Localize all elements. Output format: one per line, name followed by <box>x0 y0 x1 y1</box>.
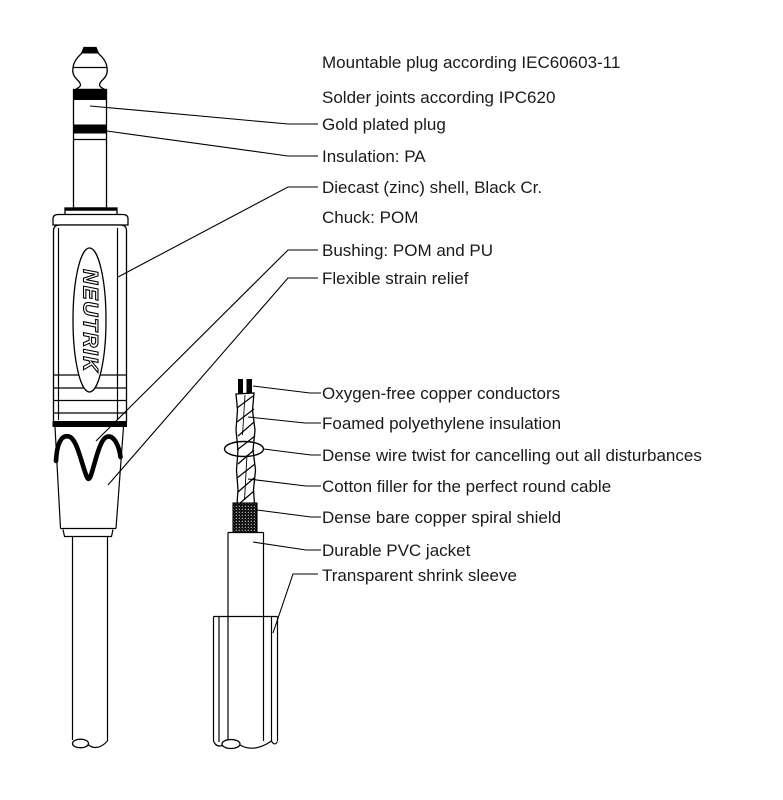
copper-conductor-right <box>247 379 253 395</box>
label-copper-conductors: Oxygen-free copper conductors <box>322 384 561 403</box>
ring-separator-band <box>74 125 107 134</box>
label-cotton-filler: Cotton filler for the perfect round cable <box>322 477 612 496</box>
twisted-pair <box>225 393 264 504</box>
leader-bushing <box>96 250 318 441</box>
leader-sleeve <box>273 574 318 633</box>
label-mountable-plug: Mountable plug according IEC60603-11 <box>322 53 621 72</box>
labels <box>322 53 702 585</box>
label-spiral-shield: Dense bare copper spiral shield <box>322 508 562 527</box>
strain-relief-wave <box>56 436 121 479</box>
label-dense-wire-twist: Dense wire twist for cancelling out all disturbances <box>322 446 702 465</box>
leader-twist <box>264 449 322 455</box>
leader-conductors <box>253 386 321 393</box>
spiral-shield <box>233 503 257 533</box>
plug-cable <box>73 537 108 748</box>
label-solder-joints: Solder joints according IPC620 <box>322 88 556 107</box>
label-bushing: Bushing: POM and PU <box>322 241 494 260</box>
leader-cotton <box>248 479 321 486</box>
plug-tip-point <box>82 48 99 54</box>
plug-collar-large <box>53 215 128 226</box>
stripped-cable-drawing <box>214 379 278 749</box>
leader-foamed <box>248 417 321 423</box>
brand-name: NEUTRIK <box>78 269 102 373</box>
leader-gold <box>90 106 318 124</box>
leader-shield <box>257 510 321 517</box>
leader-diecast <box>118 187 318 277</box>
label-pvc-jacket: Durable PVC jacket <box>322 541 471 560</box>
label-diecast-shell: Diecast (zinc) shell, Black Cr. <box>322 178 543 197</box>
tip-separator-band <box>74 90 107 101</box>
pvc-jacket <box>228 532 264 742</box>
label-shrink-sleeve: Transparent shrink sleeve <box>322 566 517 585</box>
label-chuck-pom: Chuck: POM <box>322 208 419 227</box>
label-insulation-pa: Insulation: PA <box>322 147 426 166</box>
copper-conductor-left <box>238 379 243 395</box>
label-foamed-insulation: Foamed polyethylene insulation <box>322 414 562 433</box>
leader-insulation <box>107 131 318 156</box>
plug-tip <box>73 48 108 90</box>
label-gold-plated-plug: Gold plated plug <box>322 115 446 134</box>
label-flexible-strain-relief: Flexible strain relief <box>322 269 469 288</box>
trs-plug-drawing <box>53 48 129 748</box>
chuck-jaws <box>55 427 124 537</box>
leader-strain <box>108 278 318 485</box>
